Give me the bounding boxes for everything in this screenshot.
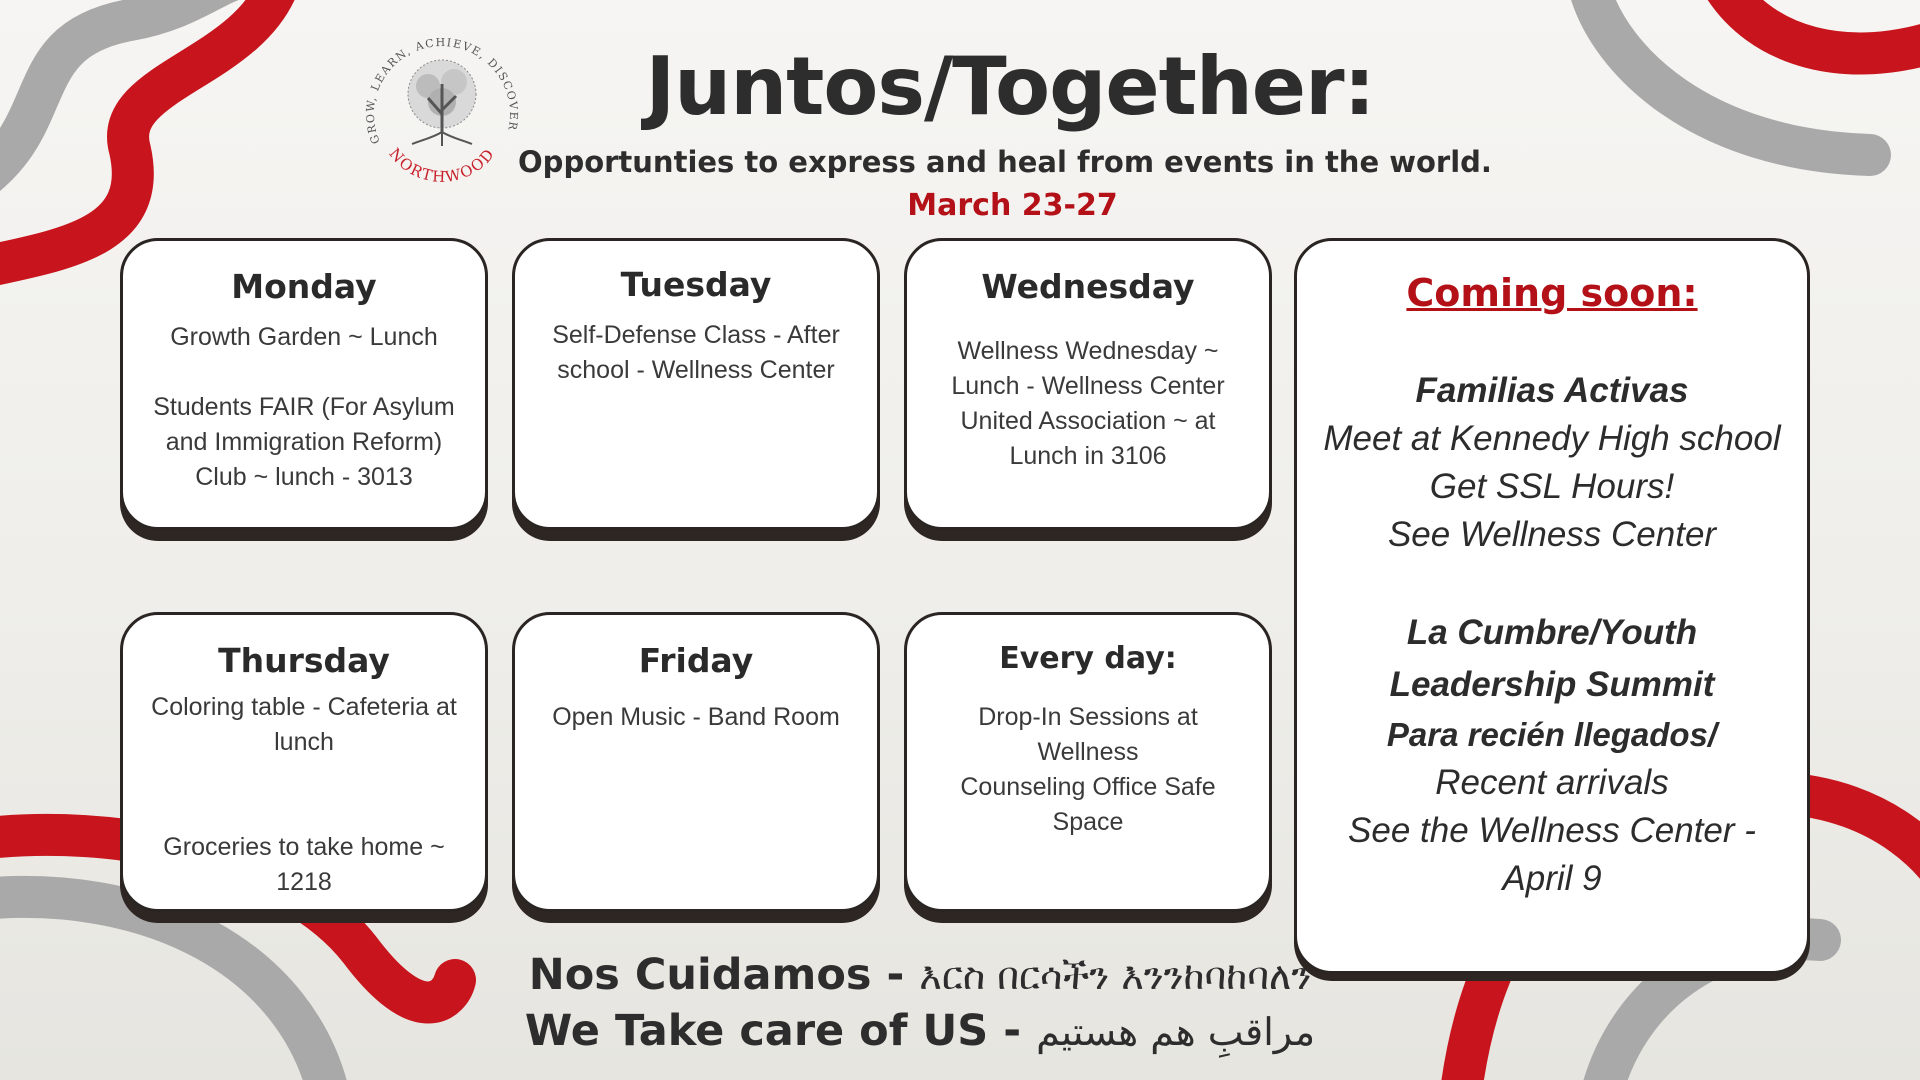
card-body-tuesday: Self-Defense Class - After school - Wellness Center	[552, 321, 840, 384]
coming-soon-line: See Wellness Center	[1387, 515, 1717, 554]
coming-soon-card	[1294, 238, 1810, 974]
card-body-friday: Open Music - Band Room	[552, 703, 840, 731]
page-subtitle: Opportunties to express and heal from events in the world.	[518, 145, 1492, 179]
wednesday-card	[904, 238, 1272, 530]
logo-name: NORTHWOOD	[385, 144, 499, 187]
card-title-wednesday: Wednesday	[981, 267, 1195, 306]
coming-soon-title: Coming soon:	[1406, 271, 1698, 315]
thursday-card	[120, 612, 488, 912]
coming-soon-line: Recent arrivals	[1435, 763, 1669, 802]
footer-line-1	[420, 950, 1420, 1000]
swirl-gray-bottom-left	[0, 897, 330, 1080]
footer-line-2	[420, 1006, 1420, 1056]
card-title-every-day: Every day:	[999, 641, 1177, 676]
every-day-card	[904, 612, 1272, 912]
coming-soon-line: Get SSL Hours!	[1429, 467, 1675, 506]
card-body-thursday: Coloring table - Cafeteria at lunch Groceries to take home ~ 1218	[151, 693, 457, 896]
card-body-every-day: Drop-In Sessions at Wellness Counseling Office Safe Space	[960, 703, 1216, 836]
card-body-monday: Growth Garden ~ Lunch Students FAIR (For Asylum and Immigration Reform) Club ~ lunch - 3013	[153, 323, 455, 491]
date-range: March 23-27	[907, 188, 1118, 223]
footer-line-2-persian: مراقبِ هم هستیم	[1036, 1010, 1316, 1054]
footer-line-2-latin: We Take care of US -	[524, 1006, 1037, 1056]
footer-line-1-amharic: እርስ በርሳችን እንንከባከባለን	[919, 954, 1312, 998]
card-body-wednesday: Wellness Wednesday ~ Lunch - Wellness Center United Association ~ at Lunch in 3106	[951, 337, 1225, 470]
coming-soon-line: La Cumbre/Youth Leadership Summit	[1389, 613, 1715, 704]
swirl-red-top-right	[1720, 0, 1920, 54]
coming-soon-line: See the Wellness Center - April 9	[1348, 811, 1756, 898]
card-title-monday: Monday	[231, 267, 377, 306]
svg-text:NORTHWOOD	[386, 145, 499, 186]
coming-soon-line: Para recién llegados/	[1386, 716, 1718, 753]
card-title-tuesday: Tuesday	[620, 265, 772, 304]
coming-soon-line: Meet at Kennedy High school	[1323, 419, 1781, 458]
logo-ring-text: GROW, LEARN, ACHIEVE, DISCOVER	[363, 36, 521, 146]
friday-card	[512, 612, 880, 912]
coming-soon-line: Familias Activas	[1415, 371, 1689, 410]
card-title-friday: Friday	[638, 641, 754, 680]
tuesday-card	[512, 238, 880, 530]
footer-line-1-latin: Nos Cuidamos -	[528, 950, 920, 1000]
page-title: Juntos/Together:	[645, 40, 1375, 133]
tree-icon	[408, 60, 476, 146]
card-title-thursday: Thursday	[218, 641, 390, 680]
monday-card	[120, 238, 488, 530]
